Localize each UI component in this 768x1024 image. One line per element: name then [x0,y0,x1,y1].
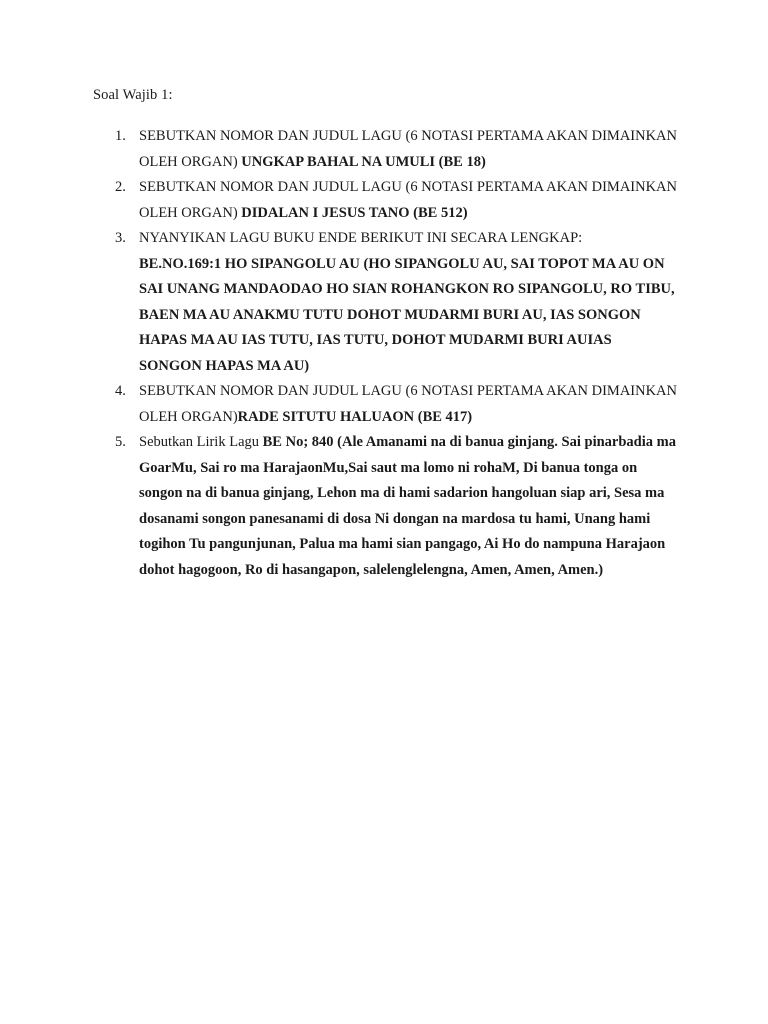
list-item [0,175,768,226]
item-answer: UNGKAP BAHAL NA UMULI (BE 18) [241,153,486,170]
item-answer: BE No; 840 (Ale Amanami na di banua ginjang. Sai pinarbadia ma GoarMu, Sai ro ma HarajaonMu,Sai saut ma lomo ni rohaM, Di banua tonga on songon na di banua ginjang, Lehon ma di hami sadarion hangoluan siap ari, Sesa ma dosanami songon panesanami di dosa Ni dongan na mardosa tu hami, Unang hami togihon Tu pangunjunan, Palua ma hami sian pangago, Ai Ho do nampuna Harajaon dohot hagogoon, Ro di hasangapon, salelenglelengna, Amen, Amen, Amen.) [139,434,676,578]
list-item [0,226,768,379]
item-text: SEBUTKAN NOMOR DAN JUDUL LAGU (6 NOTASI PERTAMA AKAN DIMAINKAN OLEH ORGAN) [139,383,678,425]
item-text: Sebutkan Lirik Lagu [139,434,263,450]
item-answer: RADE SITUTU HALUAON (BE 417) [237,408,473,425]
list-item [0,379,768,430]
item-number: 2. [115,179,126,195]
item-number: 3. [115,230,126,246]
item-text: NYANYIKAN LAGU BUKU ENDE BERIKUT INI SECARA LENGKAP: [139,230,583,246]
item-answer: DIDALAN I JESUS TANO (BE 512) [241,204,468,221]
item-text: SEBUTKAN NOMOR DAN JUDUL LAGU (6 NOTASI PERTAMA AKAN DIMAINKAN OLEH ORGAN) [139,179,678,221]
item-text: SEBUTKAN NOMOR DAN JUDUL LAGU (6 NOTASI PERTAMA AKAN DIMAINKAN OLEH ORGAN) [139,128,678,170]
list-item [0,124,768,175]
item-number: 1. [115,128,126,144]
item-answer: BE.NO.169:1 HO SIPANGOLU AU (HO SIPANGOLU AU, SAI TOPOT MA AU ON SAI UNANG MANDAODAO HO SIAN ROHANGKON RO SIPANGOLU, RO TIBU, BAEN MA AU ANAKMU TUTU DOHOT MUDARMI BURI AU, IAS SONGON HAPAS MA AU IAS TUTU, IAS TUTU, DOHOT MUDARMI BURI AUIAS SONGON HAPAS MA AU) [139,255,675,374]
list-item [0,430,768,583]
item-number: 5. [115,434,126,450]
page-heading: Soal Wajib 1: [93,87,173,103]
question-list [0,124,768,583]
item-number: 4. [115,383,126,399]
